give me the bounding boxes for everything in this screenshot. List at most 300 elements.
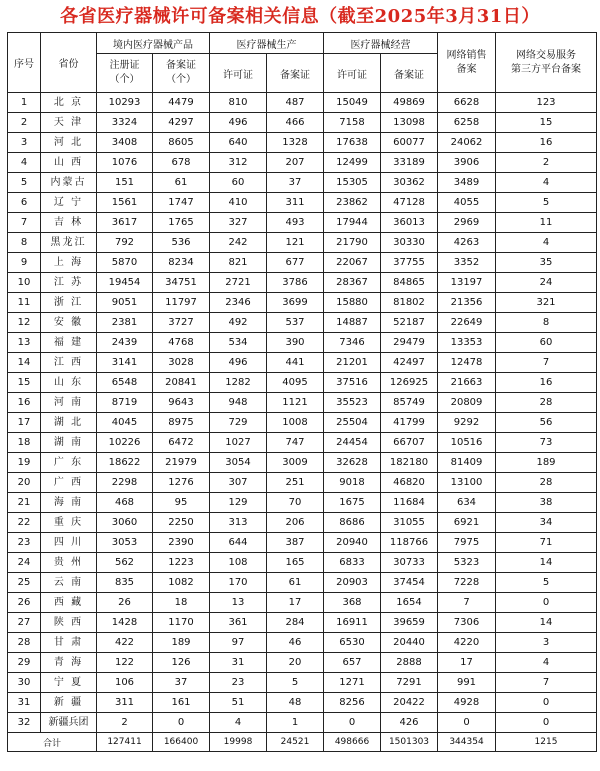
row-operation-filing: 47128 — [381, 193, 438, 213]
row-production-license: 496 — [210, 113, 267, 133]
row-number: 9 — [8, 253, 41, 273]
total-row — [8, 733, 597, 752]
row-production-filing: 20 — [267, 653, 324, 673]
row-filing: 3727 — [153, 313, 210, 333]
total-filing: 166400 — [153, 733, 210, 752]
row-operation-license: 23862 — [324, 193, 381, 213]
row-number: 27 — [8, 613, 41, 633]
row-production-filing: 206 — [267, 513, 324, 533]
row-production-license: 327 — [210, 213, 267, 233]
row-province: 江 西 — [41, 353, 97, 373]
row-operation-license: 1271 — [324, 673, 381, 693]
row-production-filing: 3786 — [267, 273, 324, 293]
row-number: 17 — [8, 413, 41, 433]
row-number: 22 — [8, 513, 41, 533]
row-operation-license: 25504 — [324, 413, 381, 433]
row-online-sales: 4263 — [438, 233, 496, 253]
row-production-license: 644 — [210, 533, 267, 553]
row-number: 11 — [8, 293, 41, 313]
row-third-party: 28 — [496, 393, 597, 413]
row-province: 山 东 — [41, 373, 97, 393]
row-registration: 19454 — [97, 273, 153, 293]
row-production-filing: 441 — [267, 353, 324, 373]
row-production-filing: 121 — [267, 233, 324, 253]
row-filing: 20841 — [153, 373, 210, 393]
table-row — [8, 433, 597, 453]
row-online-sales: 20809 — [438, 393, 496, 413]
row-third-party: 8 — [496, 313, 597, 333]
row-production-filing: 207 — [267, 153, 324, 173]
row-production-license: 31 — [210, 653, 267, 673]
row-filing: 2250 — [153, 513, 210, 533]
row-production-filing: 1008 — [267, 413, 324, 433]
row-registration: 1428 — [97, 613, 153, 633]
row-operation-filing: 30733 — [381, 553, 438, 573]
row-number: 29 — [8, 653, 41, 673]
row-number: 28 — [8, 633, 41, 653]
row-operation-filing: 39659 — [381, 613, 438, 633]
table-row — [8, 573, 597, 593]
row-online-sales: 22649 — [438, 313, 496, 333]
row-province: 山 西 — [41, 153, 97, 173]
row-operation-license: 15880 — [324, 293, 381, 313]
row-third-party: 0 — [496, 593, 597, 613]
row-production-filing: 677 — [267, 253, 324, 273]
table-row — [8, 373, 597, 393]
row-filing: 1747 — [153, 193, 210, 213]
row-production-license: 129 — [210, 493, 267, 513]
total-label: 合计 — [8, 733, 97, 752]
row-number: 31 — [8, 693, 41, 713]
row-online-sales: 2969 — [438, 213, 496, 233]
row-province: 重 庆 — [41, 513, 97, 533]
row-registration: 4045 — [97, 413, 153, 433]
row-third-party: 0 — [496, 713, 597, 733]
row-third-party: 5 — [496, 573, 597, 593]
total-production-filing: 24521 — [267, 733, 324, 752]
row-number: 6 — [8, 193, 41, 213]
row-number: 14 — [8, 353, 41, 373]
row-filing: 0 — [153, 713, 210, 733]
table-row — [8, 713, 597, 733]
row-province: 浙 江 — [41, 293, 97, 313]
row-online-sales: 7 — [438, 593, 496, 613]
row-operation-filing: 118766 — [381, 533, 438, 553]
row-filing: 4479 — [153, 93, 210, 113]
row-production-filing: 1121 — [267, 393, 324, 413]
header-third-party-line1: 网络交易服务 — [516, 49, 576, 61]
row-production-license: 60 — [210, 173, 267, 193]
row-online-sales: 9292 — [438, 413, 496, 433]
header-filing-line1: 备案证 — [166, 60, 196, 71]
row-province: 内蒙古 — [41, 173, 97, 193]
total-third-party: 1215 — [496, 733, 597, 752]
license-table — [7, 32, 597, 752]
row-operation-license: 8256 — [324, 693, 381, 713]
header-registration-line2: （个） — [109, 74, 140, 85]
row-production-license: 13 — [210, 593, 267, 613]
row-registration: 1076 — [97, 153, 153, 173]
row-online-sales: 21663 — [438, 373, 496, 393]
row-operation-filing: 85749 — [381, 393, 438, 413]
row-operation-filing: 20422 — [381, 693, 438, 713]
row-third-party: 16 — [496, 373, 597, 393]
table-row — [8, 453, 597, 473]
total-operation-filing: 1501303 — [381, 733, 438, 752]
row-filing: 126 — [153, 653, 210, 673]
row-operation-filing: 2888 — [381, 653, 438, 673]
row-province: 河 南 — [41, 393, 97, 413]
row-production-license: 534 — [210, 333, 267, 353]
row-production-filing: 48 — [267, 693, 324, 713]
row-operation-filing: 37755 — [381, 253, 438, 273]
total-production-license: 19998 — [210, 733, 267, 752]
row-operation-license: 17944 — [324, 213, 381, 233]
total-registration: 127411 — [97, 733, 153, 752]
row-operation-filing: 36013 — [381, 213, 438, 233]
row-online-sales: 5323 — [438, 553, 496, 573]
header-production-license: 许可证 — [210, 54, 267, 93]
row-filing: 536 — [153, 233, 210, 253]
row-number: 20 — [8, 473, 41, 493]
row-filing: 34751 — [153, 273, 210, 293]
row-online-sales: 17 — [438, 653, 496, 673]
row-number: 3 — [8, 133, 41, 153]
row-online-sales: 6258 — [438, 113, 496, 133]
row-online-sales: 7228 — [438, 573, 496, 593]
row-third-party: 35 — [496, 253, 597, 273]
row-third-party: 7 — [496, 353, 597, 373]
row-operation-license: 14887 — [324, 313, 381, 333]
row-province: 上 海 — [41, 253, 97, 273]
row-online-sales: 13197 — [438, 273, 496, 293]
row-operation-filing: 29479 — [381, 333, 438, 353]
row-operation-license: 9018 — [324, 473, 381, 493]
row-province: 江 苏 — [41, 273, 97, 293]
table-row — [8, 653, 597, 673]
total-operation-license: 498666 — [324, 733, 381, 752]
row-online-sales: 634 — [438, 493, 496, 513]
row-third-party: 73 — [496, 433, 597, 453]
row-operation-license: 16911 — [324, 613, 381, 633]
row-production-filing: 61 — [267, 573, 324, 593]
row-province: 海 南 — [41, 493, 97, 513]
row-production-filing: 17 — [267, 593, 324, 613]
row-filing: 678 — [153, 153, 210, 173]
row-registration: 835 — [97, 573, 153, 593]
row-province: 天 津 — [41, 113, 97, 133]
row-third-party: 34 — [496, 513, 597, 533]
row-operation-filing: 11684 — [381, 493, 438, 513]
row-production-filing: 70 — [267, 493, 324, 513]
row-number: 23 — [8, 533, 41, 553]
row-online-sales: 3906 — [438, 153, 496, 173]
row-production-license: 821 — [210, 253, 267, 273]
row-production-license: 312 — [210, 153, 267, 173]
row-production-filing: 1328 — [267, 133, 324, 153]
row-operation-license: 7158 — [324, 113, 381, 133]
row-operation-filing: 7291 — [381, 673, 438, 693]
row-filing: 4297 — [153, 113, 210, 133]
row-province: 新疆兵团 — [41, 713, 97, 733]
row-province: 辽 宁 — [41, 193, 97, 213]
row-operation-license: 22067 — [324, 253, 381, 273]
row-online-sales: 4928 — [438, 693, 496, 713]
row-filing: 8234 — [153, 253, 210, 273]
row-filing: 1276 — [153, 473, 210, 493]
header-registration-line1: 注册证 — [109, 60, 140, 71]
row-production-license: 242 — [210, 233, 267, 253]
row-online-sales: 21356 — [438, 293, 496, 313]
row-registration: 2439 — [97, 333, 153, 353]
table-row — [8, 93, 597, 113]
row-registration: 2381 — [97, 313, 153, 333]
table-row — [8, 673, 597, 693]
header-registration — [97, 54, 153, 93]
row-filing: 1223 — [153, 553, 210, 573]
row-production-filing: 747 — [267, 433, 324, 453]
row-online-sales: 12478 — [438, 353, 496, 373]
row-production-filing: 390 — [267, 333, 324, 353]
row-province: 北 京 — [41, 93, 97, 113]
row-operation-filing: 20440 — [381, 633, 438, 653]
row-number: 5 — [8, 173, 41, 193]
row-operation-license: 368 — [324, 593, 381, 613]
row-filing: 1082 — [153, 573, 210, 593]
row-registration: 106 — [97, 673, 153, 693]
row-operation-license: 28367 — [324, 273, 381, 293]
row-production-license: 1282 — [210, 373, 267, 393]
row-number: 24 — [8, 553, 41, 573]
row-online-sales: 7975 — [438, 533, 496, 553]
row-production-filing: 537 — [267, 313, 324, 333]
header-online-sales-line1: 网络销售 — [446, 49, 487, 61]
row-operation-filing: 41799 — [381, 413, 438, 433]
row-online-sales: 24062 — [438, 133, 496, 153]
row-operation-filing: 37454 — [381, 573, 438, 593]
table-row — [8, 333, 597, 353]
row-number: 26 — [8, 593, 41, 613]
row-third-party: 321 — [496, 293, 597, 313]
row-province: 陕 西 — [41, 613, 97, 633]
row-production-license: 2721 — [210, 273, 267, 293]
row-production-filing: 387 — [267, 533, 324, 553]
row-number: 15 — [8, 373, 41, 393]
row-number: 12 — [8, 313, 41, 333]
total-online-sales: 344354 — [438, 733, 496, 752]
row-registration: 9051 — [97, 293, 153, 313]
row-number: 7 — [8, 213, 41, 233]
row-operation-filing: 30330 — [381, 233, 438, 253]
row-operation-filing: 126925 — [381, 373, 438, 393]
row-operation-license: 7346 — [324, 333, 381, 353]
row-online-sales: 10516 — [438, 433, 496, 453]
row-production-license: 3054 — [210, 453, 267, 473]
header-production: 医疗器械生产 — [210, 33, 324, 54]
row-online-sales: 4055 — [438, 193, 496, 213]
row-production-filing: 251 — [267, 473, 324, 493]
row-filing: 95 — [153, 493, 210, 513]
row-operation-license: 21790 — [324, 233, 381, 253]
row-operation-license: 20903 — [324, 573, 381, 593]
row-registration: 8719 — [97, 393, 153, 413]
row-number: 21 — [8, 493, 41, 513]
row-province: 新 疆 — [41, 693, 97, 713]
row-filing: 21979 — [153, 453, 210, 473]
row-third-party: 4 — [496, 653, 597, 673]
table-body — [8, 93, 597, 733]
header-filing-line2: （个） — [166, 74, 196, 85]
row-operation-filing: 1654 — [381, 593, 438, 613]
row-filing: 18 — [153, 593, 210, 613]
row-registration: 122 — [97, 653, 153, 673]
row-production-license: 2346 — [210, 293, 267, 313]
row-production-filing: 487 — [267, 93, 324, 113]
table-row — [8, 153, 597, 173]
table-row — [8, 493, 597, 513]
row-operation-filing: 84865 — [381, 273, 438, 293]
row-operation-license: 15049 — [324, 93, 381, 113]
header-third-party-line2: 第三方平台备案 — [511, 63, 581, 75]
row-production-license: 729 — [210, 413, 267, 433]
row-online-sales: 6628 — [438, 93, 496, 113]
row-registration: 3141 — [97, 353, 153, 373]
table-row — [8, 593, 597, 613]
row-online-sales: 991 — [438, 673, 496, 693]
row-operation-license: 1675 — [324, 493, 381, 513]
row-third-party: 60 — [496, 333, 597, 353]
row-registration: 3408 — [97, 133, 153, 153]
row-registration: 5870 — [97, 253, 153, 273]
row-number: 25 — [8, 573, 41, 593]
table-row — [8, 253, 597, 273]
row-third-party: 14 — [496, 553, 597, 573]
row-production-license: 492 — [210, 313, 267, 333]
row-number: 16 — [8, 393, 41, 413]
row-production-license: 23 — [210, 673, 267, 693]
table-row — [8, 353, 597, 373]
row-third-party: 4 — [496, 173, 597, 193]
row-number: 4 — [8, 153, 41, 173]
row-production-filing: 4095 — [267, 373, 324, 393]
row-registration: 6548 — [97, 373, 153, 393]
row-operation-license: 20940 — [324, 533, 381, 553]
header-operation-filing: 备案证 — [381, 54, 438, 93]
row-registration: 3617 — [97, 213, 153, 233]
row-production-filing: 165 — [267, 553, 324, 573]
row-operation-license: 35523 — [324, 393, 381, 413]
row-operation-filing: 46820 — [381, 473, 438, 493]
row-number: 1 — [8, 93, 41, 113]
row-operation-filing: 42497 — [381, 353, 438, 373]
row-production-license: 97 — [210, 633, 267, 653]
row-province: 甘 肃 — [41, 633, 97, 653]
row-number: 2 — [8, 113, 41, 133]
header-operation: 医疗器械经营 — [324, 33, 438, 54]
row-operation-filing: 13098 — [381, 113, 438, 133]
row-third-party: 4 — [496, 233, 597, 253]
row-operation-filing: 81802 — [381, 293, 438, 313]
row-filing: 9643 — [153, 393, 210, 413]
row-third-party: 189 — [496, 453, 597, 473]
row-registration: 422 — [97, 633, 153, 653]
row-online-sales: 7306 — [438, 613, 496, 633]
row-province: 河 北 — [41, 133, 97, 153]
row-production-filing: 5 — [267, 673, 324, 693]
row-operation-filing: 426 — [381, 713, 438, 733]
row-filing: 6472 — [153, 433, 210, 453]
row-number: 8 — [8, 233, 41, 253]
row-production-license: 1027 — [210, 433, 267, 453]
table-row — [8, 633, 597, 653]
row-operation-license: 37516 — [324, 373, 381, 393]
row-registration: 10226 — [97, 433, 153, 453]
row-production-license: 170 — [210, 573, 267, 593]
row-filing: 3028 — [153, 353, 210, 373]
row-province: 四 川 — [41, 533, 97, 553]
row-production-license: 51 — [210, 693, 267, 713]
row-filing: 8975 — [153, 413, 210, 433]
table-row — [8, 393, 597, 413]
row-operation-license: 15305 — [324, 173, 381, 193]
row-registration: 3060 — [97, 513, 153, 533]
row-operation-filing: 66707 — [381, 433, 438, 453]
row-production-license: 496 — [210, 353, 267, 373]
row-operation-license: 6833 — [324, 553, 381, 573]
row-third-party: 123 — [496, 93, 597, 113]
row-production-license: 313 — [210, 513, 267, 533]
row-production-license: 410 — [210, 193, 267, 213]
row-registration: 18622 — [97, 453, 153, 473]
row-third-party: 56 — [496, 413, 597, 433]
row-province: 安 徽 — [41, 313, 97, 333]
table-row — [8, 293, 597, 313]
row-province: 湖 北 — [41, 413, 97, 433]
row-operation-filing: 33189 — [381, 153, 438, 173]
row-third-party: 15 — [496, 113, 597, 133]
row-province: 宁 夏 — [41, 673, 97, 693]
row-operation-filing: 60077 — [381, 133, 438, 153]
row-online-sales: 13100 — [438, 473, 496, 493]
row-third-party: 28 — [496, 473, 597, 493]
header-production-filing: 备案证 — [267, 54, 324, 93]
table-row — [8, 233, 597, 253]
row-production-license: 307 — [210, 473, 267, 493]
row-production-license: 108 — [210, 553, 267, 573]
row-online-sales: 13353 — [438, 333, 496, 353]
row-province: 湖 南 — [41, 433, 97, 453]
row-registration: 468 — [97, 493, 153, 513]
header-third-party — [496, 33, 597, 93]
row-operation-license: 657 — [324, 653, 381, 673]
table-row — [8, 693, 597, 713]
row-filing: 1170 — [153, 613, 210, 633]
table-row — [8, 473, 597, 493]
row-third-party: 2 — [496, 153, 597, 173]
row-province: 西 藏 — [41, 593, 97, 613]
row-number: 19 — [8, 453, 41, 473]
page-title: 各省医疗器械许可备案相关信息（截至2025年3月31日） — [60, 6, 540, 27]
header-online-sales — [438, 33, 496, 93]
row-production-filing: 311 — [267, 193, 324, 213]
row-online-sales: 81409 — [438, 453, 496, 473]
row-number: 30 — [8, 673, 41, 693]
row-third-party: 16 — [496, 133, 597, 153]
row-online-sales: 6921 — [438, 513, 496, 533]
row-third-party: 11 — [496, 213, 597, 233]
row-online-sales: 3489 — [438, 173, 496, 193]
header-no: 序号 — [8, 33, 41, 93]
